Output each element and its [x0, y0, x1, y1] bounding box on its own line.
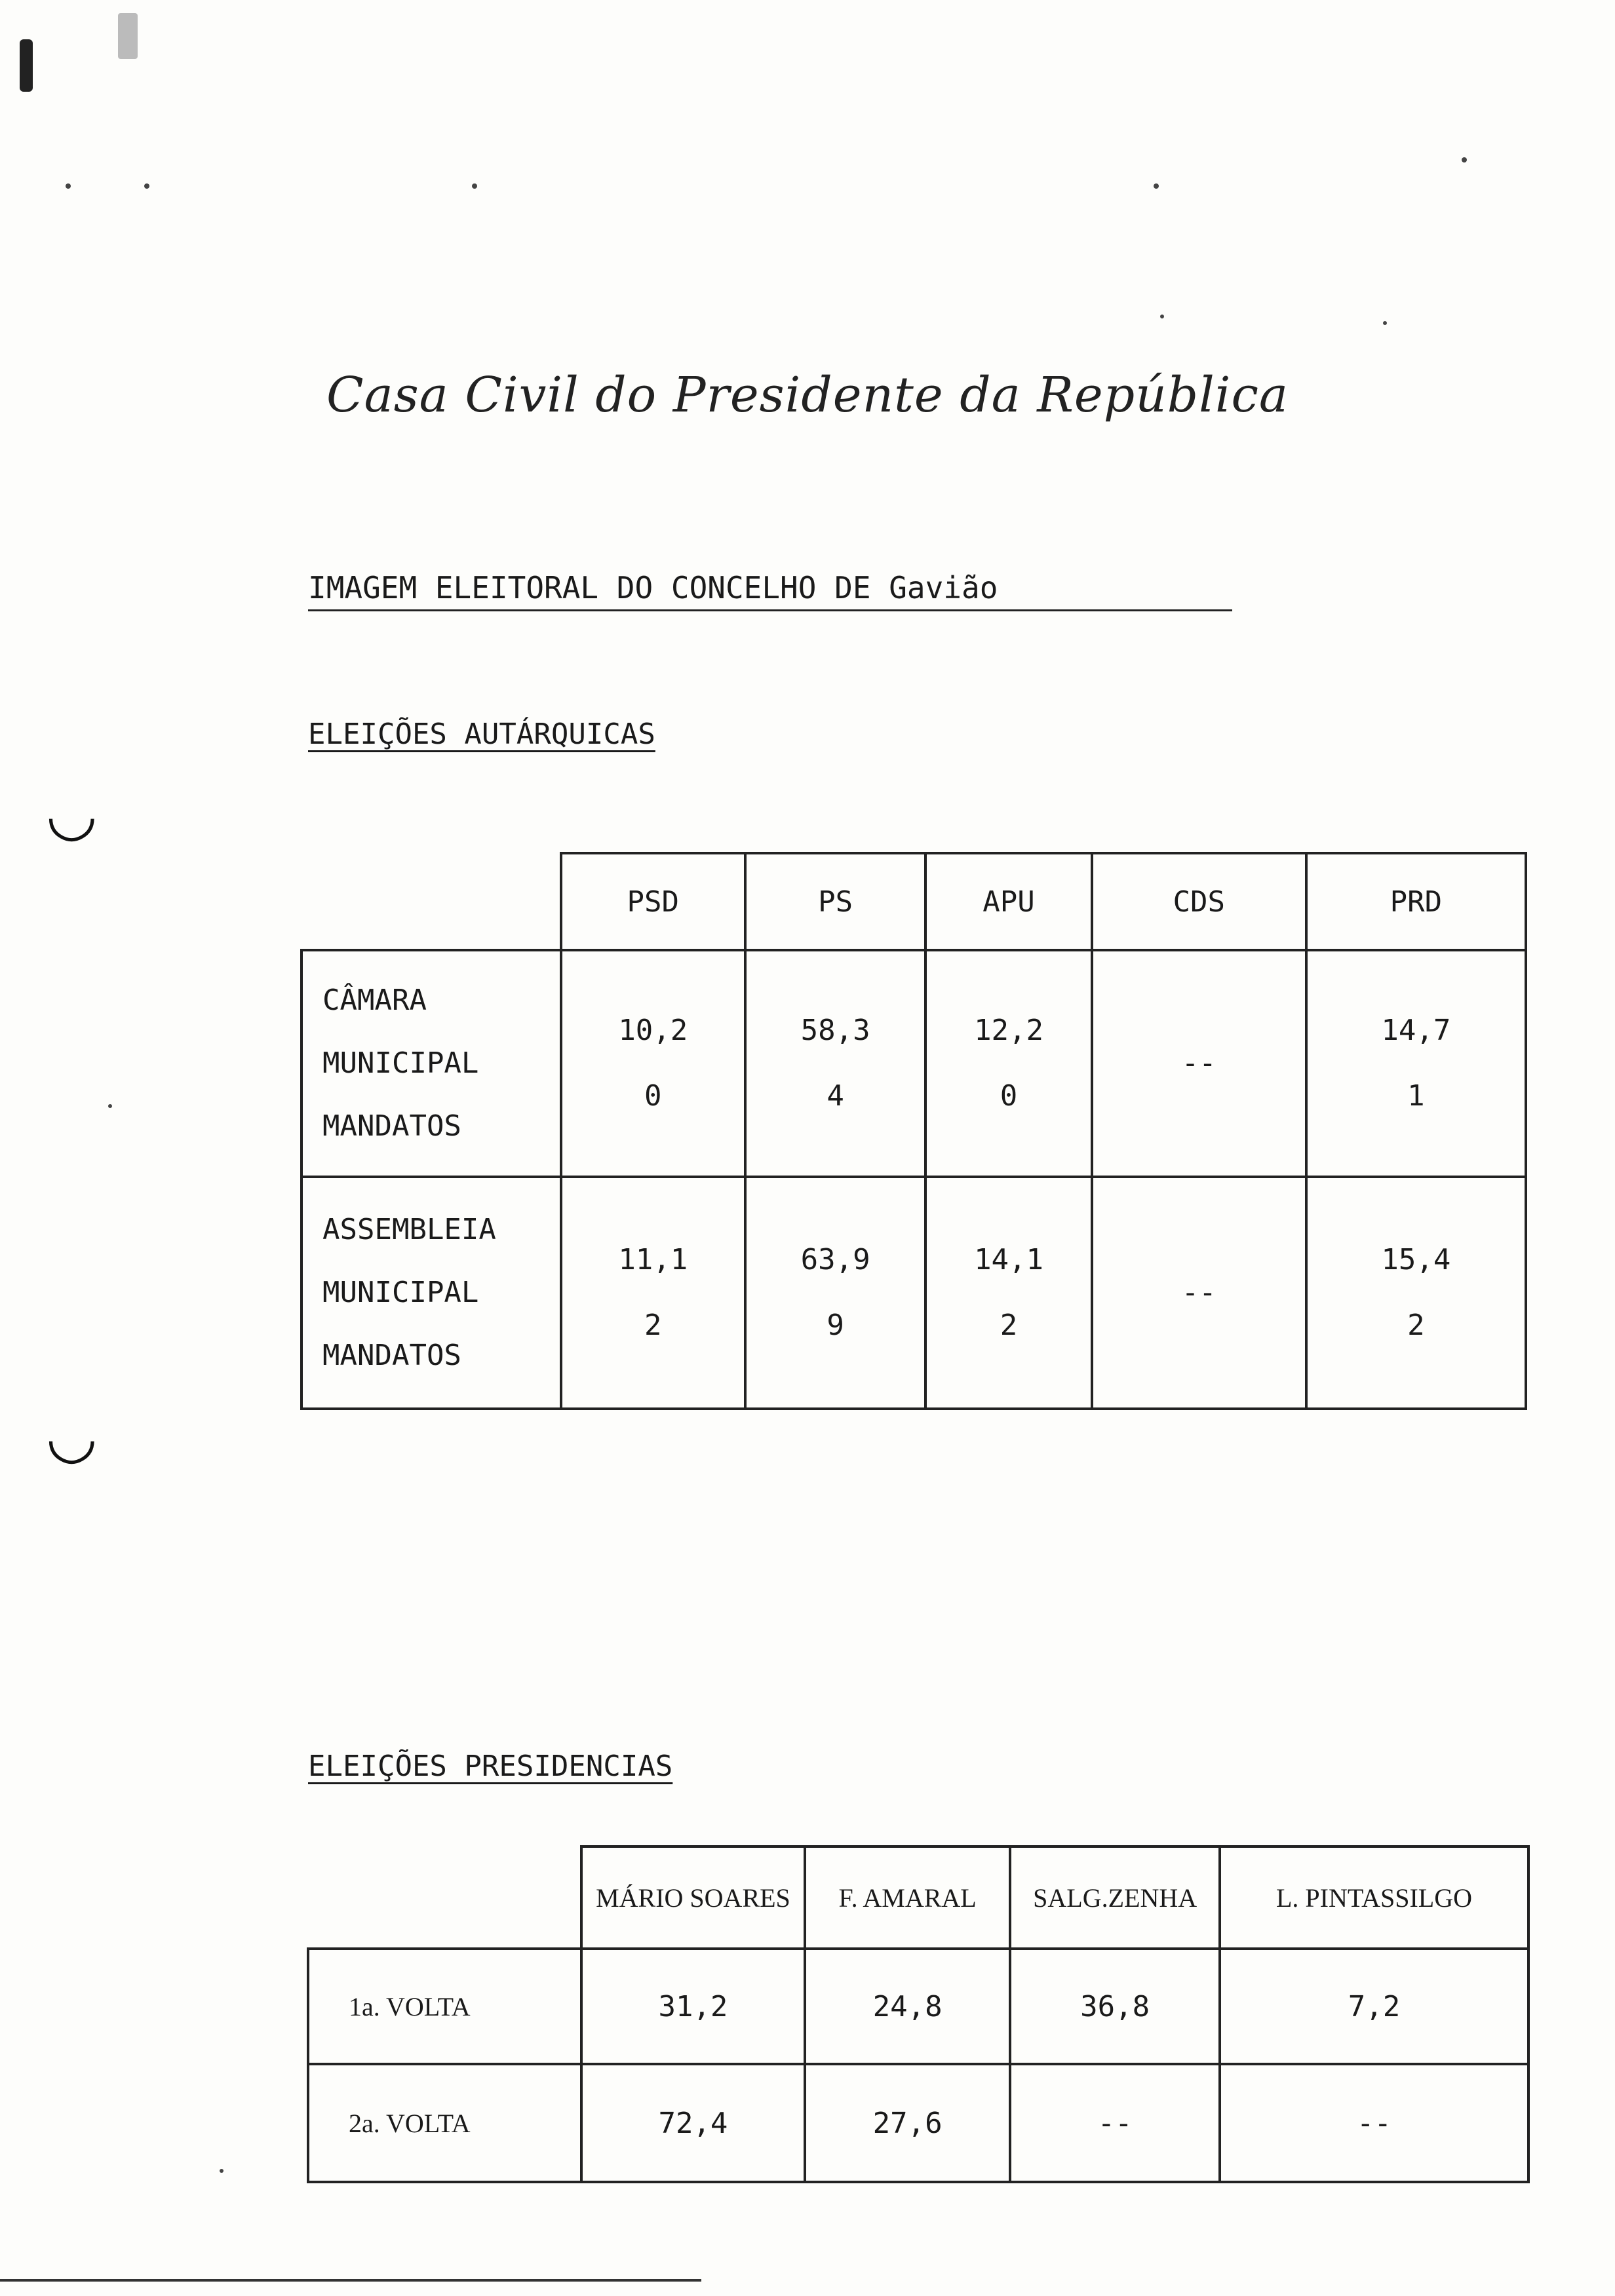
candidate-header: F. AMARAL: [805, 1846, 1010, 1949]
scan-speck: [144, 183, 149, 189]
result-cell: 72,4: [581, 2064, 805, 2182]
result-cell: 63,9 9: [745, 1177, 925, 1409]
result-cell: --: [1092, 1177, 1306, 1409]
result-cell: 10,2 0: [561, 950, 745, 1177]
scan-speck: [472, 183, 477, 189]
table-row: [308, 2064, 1528, 2182]
punch-hole-mark: ◡: [46, 780, 98, 849]
scan-speck: [118, 13, 138, 59]
page-title: IMAGEM ELEITORAL DO CONCELHO DE Gavião: [308, 570, 1232, 611]
party-header: CDS: [1092, 853, 1306, 950]
party-header: PRD: [1306, 853, 1526, 950]
scan-speck: [1383, 321, 1387, 325]
result-cell: 7,2: [1220, 1949, 1528, 2064]
result-cell: 58,3 4: [745, 950, 925, 1177]
result-cell: 15,4 2: [1306, 1177, 1526, 1409]
autarquicas-heading: ELEIÇÕES AUTÁRQUICAS: [308, 718, 655, 751]
scan-speck: [1154, 183, 1159, 189]
scan-edge-line: [0, 2279, 701, 2282]
presidenciais-header-row: [308, 1846, 1528, 1949]
result-cell: 27,6: [805, 2064, 1010, 2182]
scan-speck: [66, 183, 71, 189]
scan-speck: [1160, 315, 1164, 318]
party-header: PSD: [561, 853, 745, 950]
candidate-header: MÁRIO SOARES: [581, 1846, 805, 1949]
party-header: PS: [745, 853, 925, 950]
row-label: ASSEMBLEIA MUNICIPAL MANDATOS: [302, 1177, 561, 1409]
scan-speck: [1462, 157, 1467, 163]
candidate-header: L. PINTASSILGO: [1220, 1846, 1528, 1949]
table-row: [302, 950, 1526, 1177]
result-cell: 36,8: [1010, 1949, 1220, 2064]
presidenciais-heading: ELEIÇÕES PRESIDENCIAS: [308, 1750, 673, 1783]
result-cell: --: [1220, 2064, 1528, 2182]
result-cell: --: [1092, 950, 1306, 1177]
corner-cell: [308, 1846, 581, 1949]
party-header: APU: [925, 853, 1091, 950]
presidenciais-table: [307, 1845, 1530, 2183]
result-cell: 31,2: [581, 1949, 805, 2064]
autarquicas-table: [300, 852, 1527, 1410]
result-cell: 14,7 1: [1306, 950, 1526, 1177]
result-cell: 11,1 2: [561, 1177, 745, 1409]
scan-speck: [220, 2169, 224, 2173]
round-label: 1a. VOLTA: [308, 1949, 581, 2064]
scan-speck: [108, 1104, 112, 1108]
result-cell: --: [1010, 2064, 1220, 2182]
result-cell: 12,2 0: [925, 950, 1091, 1177]
scan-speck: [20, 39, 33, 92]
table-row: [308, 1949, 1528, 2064]
result-cell: 14,1 2: [925, 1177, 1091, 1409]
candidate-header: SALG.ZENHA: [1010, 1846, 1220, 1949]
punch-hole-mark: ◡: [46, 1402, 98, 1471]
result-cell: 24,8: [805, 1949, 1010, 2064]
letterhead: Casa Civil do Presidente da República: [326, 367, 1289, 423]
corner-cell: [302, 853, 561, 950]
autarquicas-header-row: [302, 853, 1526, 950]
row-label: CÂMARA MUNICIPAL MANDATOS: [302, 950, 561, 1177]
round-label: 2a. VOLTA: [308, 2064, 581, 2182]
table-row: [302, 1177, 1526, 1409]
